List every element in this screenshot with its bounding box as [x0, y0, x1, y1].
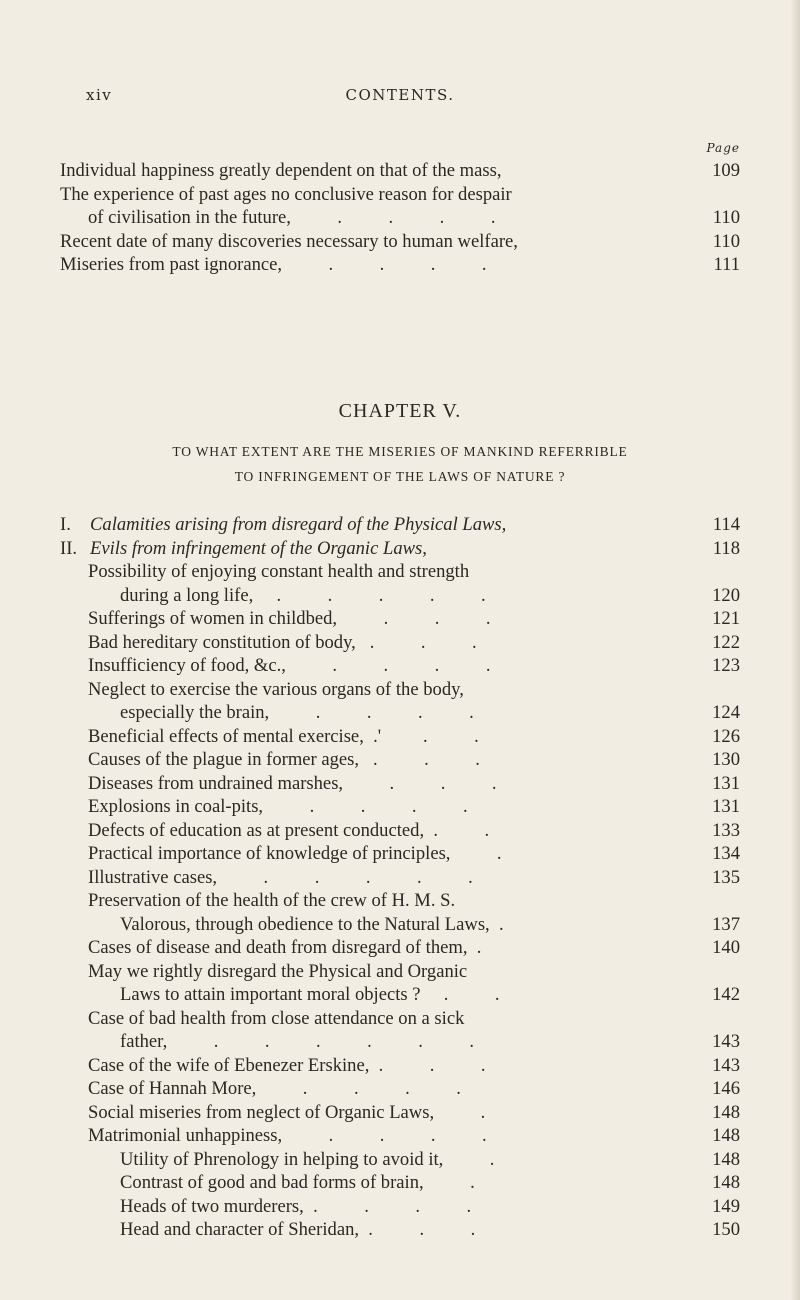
- toc-entry: [0, 1102, 800, 1126]
- toc-entry-page-number: 146: [712, 1078, 740, 1099]
- toc-entry-page-number: 120: [712, 584, 740, 606]
- toc-entry: [0, 561, 800, 585]
- toc-entry-page-number: 134: [712, 843, 740, 864]
- toc-entry-title: Recent date of many discoveries necessary to human welfare,: [60, 230, 518, 252]
- toc-entry-title: Practical importance of knowledge of principles, .: [88, 843, 502, 864]
- toc-section-number: I.: [60, 514, 71, 535]
- toc-entry-page-number: 131: [712, 772, 740, 794]
- toc-entry-title: Utility of Phrenology in helping to avoid it, .: [120, 1148, 495, 1170]
- chapter-heading: CHAPTER V.: [338, 400, 462, 422]
- toc-section-page-number: 118: [712, 537, 740, 559]
- toc-entry-title: Insufficiency of food, &c., . . . .: [88, 655, 491, 676]
- toc-entry: [0, 231, 800, 255]
- toc-entry-title: Laws to attain important moral objects ? . .: [120, 984, 500, 1005]
- toc-entry: [0, 1219, 800, 1243]
- toc-entry-page-number: 131: [712, 796, 740, 817]
- toc-entry: [0, 984, 800, 1008]
- toc-entry-page-number: 148: [712, 1148, 740, 1170]
- toc-entry: [0, 608, 800, 632]
- toc-entry-page-number: 121: [712, 608, 740, 629]
- toc-entry: [0, 843, 800, 867]
- page-folio: xiv: [86, 86, 113, 104]
- toc-entry: [0, 867, 800, 891]
- toc-entry: [0, 655, 800, 679]
- toc-entry-page-number: 150: [712, 1219, 740, 1240]
- toc-entry: [0, 1008, 800, 1032]
- toc-entry-page-number: [680, 184, 740, 208]
- toc-section-title: Evils from infringement of the Organic Laws,: [90, 537, 427, 559]
- toc-section-number: II.: [60, 537, 78, 559]
- toc-entry: [0, 254, 800, 278]
- toc-section: [0, 514, 800, 538]
- toc-entry-page-number: [680, 961, 740, 985]
- toc-entry-title: Case of Hannah More, . . . .: [88, 1078, 461, 1099]
- toc-entry-title: Matrimonial unhappiness, . . . .: [88, 1125, 487, 1146]
- toc-entry-page-number: 148: [712, 1101, 740, 1123]
- toc-entry: [0, 726, 800, 750]
- toc-entry: [0, 1031, 800, 1055]
- toc-entry-page-number: 135: [712, 866, 740, 888]
- toc-entry: [0, 1125, 800, 1149]
- toc-entry: [0, 679, 800, 703]
- toc-entry: [0, 820, 800, 844]
- toc-entry-title: Case of bad health from close attendance on a sick: [88, 1007, 465, 1029]
- toc-entry-title: Miseries from past ignorance, . . . .: [60, 254, 487, 275]
- toc-entry-page-number: 111: [713, 254, 740, 275]
- toc-entry: [0, 184, 800, 208]
- toc-entry-page-number: 126: [712, 725, 740, 747]
- toc-entry-page-number: 123: [712, 655, 740, 676]
- toc-entry: [0, 632, 800, 656]
- toc-entry-title: Sufferings of women in childbed, . . .: [88, 608, 491, 629]
- toc-entry-page-number: 137: [712, 913, 740, 935]
- toc-entry-title: Case of the wife of Ebenezer Erskine, . . .: [88, 1054, 486, 1076]
- toc-entry-title: father, . . . . . .: [120, 1031, 475, 1052]
- toc-entry-title: during a long life, . . . . .: [120, 584, 486, 606]
- toc-entry: [0, 160, 800, 184]
- toc-section-title: Calamities arising from disregard of the Physical Laws,: [90, 514, 507, 535]
- toc-entry: [0, 961, 800, 985]
- toc-entry-page-number: 110: [712, 230, 740, 252]
- running-head: [0, 86, 800, 110]
- toc-entry-page-number: 149: [712, 1195, 740, 1217]
- toc-entry-page-number: [680, 890, 740, 914]
- toc-entry: [0, 773, 800, 797]
- toc-entry-title: Illustrative cases, . . . . .: [88, 866, 473, 888]
- toc-entry: [0, 890, 800, 914]
- toc-entry: [0, 585, 800, 609]
- toc-entry: [0, 702, 800, 726]
- toc-entry-page-number: 143: [712, 1054, 740, 1076]
- toc-entry-page-number: [680, 679, 740, 703]
- toc-entry-page-number: 148: [712, 1172, 740, 1193]
- toc-entry-title: Neglect to exercise the various organs of the body,: [88, 678, 464, 700]
- toc-entry-title: Explosions in coal-pits, . . . .: [88, 796, 468, 817]
- toc-entry: [0, 1055, 800, 1079]
- toc-section-page-number: 114: [712, 514, 740, 535]
- toc-entry-title: Diseases from undrained marshes, . . .: [88, 772, 497, 794]
- toc-entry-page-number: 142: [712, 984, 740, 1005]
- toc-entry: [0, 914, 800, 938]
- toc-entry-title: Individual happiness greatly dependent on that of the mass,: [60, 160, 502, 181]
- toc-entry: [0, 1149, 800, 1173]
- toc-entry-page-number: 133: [712, 819, 740, 841]
- toc-entry-title: of civilisation in the future, . . . .: [88, 207, 496, 228]
- toc-entry-title: Contrast of good and bad forms of brain, .: [120, 1172, 475, 1193]
- toc-entry-title: Possibility of enjoying constant health and strength: [88, 561, 470, 582]
- toc-entry-title: Heads of two murderers, . . . .: [120, 1195, 472, 1217]
- toc-entry: [0, 1172, 800, 1196]
- toc-entry-page-number: [680, 561, 740, 585]
- toc-entry: [0, 1196, 800, 1220]
- toc-entry-page-number: 130: [712, 749, 740, 770]
- toc-entry-title: Valorous, through obedience to the Natural Laws, .: [120, 913, 504, 935]
- toc-section: [0, 538, 800, 562]
- toc-entry: [0, 207, 800, 231]
- page-column-label: Page: [706, 141, 740, 155]
- toc-entry: [0, 796, 800, 820]
- toc-entry-title: The experience of past ages no conclusive reason for despair: [60, 183, 512, 205]
- chapter-subtitle-line-2: TO INFRINGEMENT OF THE LAWS OF NATURE ?: [234, 469, 566, 484]
- toc-entry-title: Causes of the plague in former ages, . . .: [88, 749, 480, 770]
- toc-entry-title: Preservation of the health of the crew of H. M. S.: [88, 890, 456, 911]
- toc-entry-page-number: 124: [712, 702, 740, 723]
- page-edge-shadow: [790, 0, 800, 1300]
- toc-entry-page-number: 122: [712, 631, 740, 653]
- toc-entry-title: May we rightly disregard the Physical and Organic: [88, 960, 468, 982]
- toc-entry-title: Cases of disease and death from disregard of them, .: [88, 937, 482, 958]
- toc-entry-title: Social miseries from neglect of Organic Laws, .: [88, 1101, 486, 1123]
- toc-entry-page-number: 109: [712, 160, 740, 181]
- toc-entry-page-number: 143: [712, 1031, 740, 1052]
- toc-entry-page-number: [680, 1008, 740, 1032]
- page-header-title: CONTENTS.: [345, 86, 455, 104]
- toc-entry: [0, 1078, 800, 1102]
- toc-entry-title: especially the brain, . . . .: [120, 702, 474, 723]
- toc-entry: [0, 749, 800, 773]
- toc-entry-title: Defects of education as at present conducted, . .: [88, 819, 490, 841]
- chapter-subtitle-line-1: TO WHAT EXTENT ARE THE MISERIES OF MANKIND REFERRIBLE: [172, 444, 628, 459]
- toc-entry-page-number: 110: [712, 207, 740, 228]
- toc-entry-title: Beneficial effects of mental exercise, .' . .: [88, 725, 479, 747]
- toc-entry: [0, 937, 800, 961]
- toc-entry-title: Head and character of Sheridan, . . .: [120, 1219, 476, 1240]
- toc-entry-page-number: 148: [712, 1125, 740, 1146]
- toc-entry-title: Bad hereditary constitution of body, . . .: [88, 631, 477, 653]
- toc-entry-page-number: 140: [712, 937, 740, 958]
